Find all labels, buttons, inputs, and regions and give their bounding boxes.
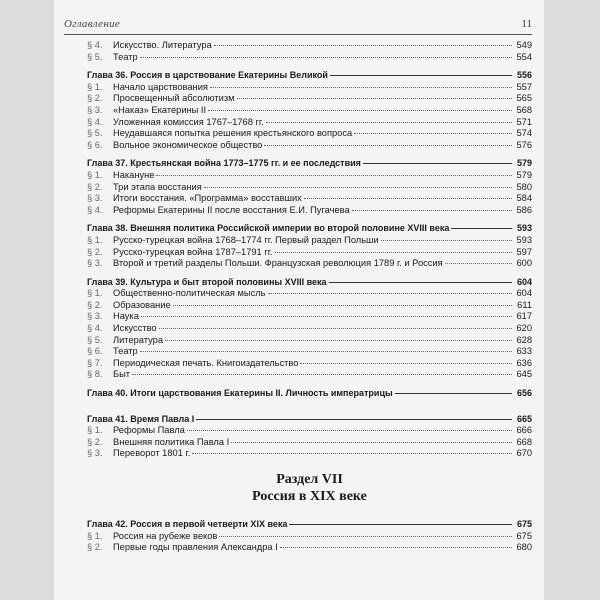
section-number: § 2. [87, 299, 103, 310]
dot-leader [354, 133, 512, 134]
dot-leader [187, 430, 512, 431]
chapter-title: Глава 40. Итоги царствования Екатерины II. Личность императрицы [87, 388, 393, 399]
section-title: Вольное экономическое общество [113, 139, 263, 150]
book-page [54, 0, 544, 600]
toc-section-entry[interactable] [87, 369, 532, 381]
section-number: § 5. [87, 51, 103, 62]
toc-section-entry[interactable] [87, 542, 532, 554]
page-reference: 568 [516, 104, 532, 115]
toc-section-entry[interactable] [87, 82, 532, 94]
page-reference: 593 [516, 223, 532, 234]
dot-leader [165, 340, 512, 341]
section-number: § 5. [87, 334, 103, 345]
section-title: Начало царствования [113, 81, 208, 92]
dot-leader [264, 145, 512, 146]
section-title: Три этапа восстания [113, 181, 202, 192]
dot-leader [204, 187, 512, 188]
toc-section-entry[interactable] [87, 358, 532, 370]
section-number: § 3. [87, 311, 103, 322]
section-number: § 3. [87, 258, 103, 269]
page-number: 11 [521, 18, 532, 30]
page-reference: 645 [516, 369, 532, 380]
dot-leader [329, 282, 512, 283]
part-title: Россия в XIX веке [252, 489, 367, 504]
section-number: § 2. [87, 246, 103, 257]
section-number: § 8. [87, 369, 103, 380]
toc-chapter-entry[interactable] [87, 414, 532, 426]
dot-leader [141, 316, 512, 317]
page-reference: 579 [516, 158, 532, 169]
dot-leader [330, 75, 512, 76]
dot-leader [237, 98, 512, 99]
dot-leader [196, 419, 512, 420]
dot-leader [210, 87, 512, 88]
page-reference: 576 [516, 139, 532, 150]
dot-leader [219, 536, 512, 537]
part-heading [87, 472, 532, 505]
dot-leader [140, 351, 512, 352]
page-reference: 633 [516, 346, 532, 357]
toc-section-entry[interactable] [87, 346, 532, 358]
chapter-title: Глава 41. Время Павла I [87, 413, 195, 424]
toc-section-entry[interactable] [87, 247, 532, 259]
section-number: § 3. [87, 193, 103, 204]
toc-chapter-entry[interactable] [87, 223, 532, 235]
section-number: § 4. [87, 40, 103, 50]
section-title: Просвещенный абсолютизм [113, 93, 235, 104]
section-number: § 4. [87, 116, 103, 127]
dot-leader [300, 363, 512, 364]
toc-section-entry[interactable] [87, 425, 532, 437]
section-number: § 6. [87, 346, 103, 357]
toc-section-entry[interactable] [87, 235, 532, 247]
page-reference: 557 [516, 81, 532, 92]
section-number: § 3. [87, 448, 103, 459]
section-title: Переворот 1801 г. [113, 448, 191, 459]
section-number: § 1. [87, 81, 103, 92]
page-reference: 611 [517, 299, 532, 310]
toc-section-entry[interactable] [87, 300, 532, 312]
section-number: § 1. [87, 234, 103, 245]
chapter-title: Глава 39. Культура и быт второй половины XVIII века [87, 276, 327, 287]
toc-section-entry[interactable] [87, 258, 532, 270]
dot-leader [451, 228, 512, 229]
chapter-title: Глава 42. Россия в первой четверти XIX века [87, 519, 288, 529]
section-number: § 5. [87, 128, 103, 139]
section-number: § 1. [87, 425, 103, 436]
section-title: Быт [113, 369, 131, 380]
toc-section-entry[interactable] [87, 182, 532, 194]
toc-chapter-entry[interactable] [87, 388, 532, 400]
page-reference: 584 [516, 193, 532, 204]
section-title: Общественно-политическая мысль [113, 288, 266, 299]
dot-leader [395, 393, 512, 394]
section-title: Литература [113, 334, 164, 345]
section-title: Наука [113, 311, 139, 322]
section-title: Внешняя политика Павла I [113, 436, 230, 447]
toc-chapter-entry[interactable] [87, 158, 532, 170]
running-header-title: Оглавление [64, 18, 121, 30]
chapter-title: Глава 38. Внешняя политика Российской империи во второй половине XVIII века [87, 223, 450, 234]
section-title: Театр [113, 51, 138, 62]
page-reference: 666 [516, 425, 532, 436]
section-title: Периодическая печать. Книгоиздательство [113, 357, 299, 368]
running-header [64, 18, 532, 35]
section-title: Реформы Павла [113, 425, 185, 436]
section-title: Образование [113, 299, 171, 310]
section-title: Первые годы правления Александра I [113, 542, 278, 553]
page-reference: 675 [516, 519, 532, 529]
dot-leader [266, 122, 512, 123]
section-title: Театр [113, 346, 138, 357]
page-reference: 586 [516, 204, 532, 215]
page-reference: 554 [516, 51, 532, 62]
section-number: § 4. [87, 323, 103, 334]
page-reference: 636 [516, 357, 532, 368]
toc-section-entry[interactable] [87, 288, 532, 300]
page-reference: 665 [516, 413, 532, 424]
section-number: § 4. [87, 204, 103, 215]
page-reference: 680 [516, 542, 532, 553]
page-reference: 565 [516, 93, 532, 104]
section-title: Накануне [113, 169, 155, 180]
page-reference: 628 [516, 334, 532, 345]
toc-chapter-entry[interactable] [87, 277, 532, 289]
section-title: Искусство [113, 323, 157, 334]
section-number: § 6. [87, 139, 103, 150]
dot-leader [363, 163, 512, 164]
section-number: § 2. [87, 436, 103, 447]
page-reference: 556 [516, 70, 532, 81]
toc-section-entry[interactable] [87, 52, 532, 64]
dot-leader [140, 57, 512, 58]
section-title: Реформы Екатерины II после восстания Е.И. Пугачева [113, 204, 350, 215]
dot-leader [159, 328, 512, 329]
toc-section-entry[interactable] [87, 448, 532, 460]
dot-leader [208, 110, 512, 111]
dot-leader [214, 45, 512, 46]
toc-chapter-entry[interactable] [87, 70, 532, 82]
toc-section-entry[interactable] [87, 311, 532, 323]
section-title: Русско-турецкая война 1787–1791 гг. [113, 246, 273, 257]
dot-leader [280, 547, 512, 548]
page-reference: 617 [516, 311, 532, 322]
page-reference: 620 [516, 323, 532, 334]
section-number: § 7. [87, 357, 103, 368]
page-reference: 600 [516, 258, 532, 269]
toc-section-entry[interactable] [87, 531, 532, 543]
dot-leader [268, 293, 513, 294]
section-number: § 2. [87, 93, 103, 104]
toc-section-entry[interactable] [87, 117, 532, 129]
page-reference: 571 [516, 116, 532, 127]
toc-section-entry[interactable] [87, 335, 532, 347]
section-title: Итоги восстания. «Программа» восставших [113, 193, 302, 204]
page-reference: 597 [516, 246, 532, 257]
toc-section-entry[interactable] [87, 140, 532, 152]
table-of-contents [87, 40, 532, 554]
toc-section-entry[interactable] [87, 205, 532, 217]
page-reference: 604 [516, 276, 532, 287]
dot-leader [289, 524, 512, 525]
toc-chapter-entry[interactable] [87, 519, 532, 531]
section-number: § 1. [87, 288, 103, 299]
dot-leader [156, 175, 512, 176]
page-reference: 593 [516, 234, 532, 245]
dot-leader [445, 263, 512, 264]
section-number: § 2. [87, 542, 103, 553]
page-reference: 656 [516, 388, 532, 399]
toc-section-entry[interactable] [87, 193, 532, 205]
chapter-title: Глава 37. Крестьянская война 1773–1775 гг. и ее последствия [87, 158, 361, 169]
toc-section-entry[interactable] [87, 93, 532, 105]
dot-leader [275, 252, 512, 253]
section-title: Искусство. Литература [113, 40, 212, 50]
section-number: § 1. [87, 169, 103, 180]
toc-section-entry[interactable] [87, 40, 532, 52]
section-title: Второй и третий разделы Польши. Французская революция 1789 г. и Россия [113, 258, 443, 269]
section-title: «Наказ» Екатерины II [113, 104, 207, 115]
section-number: § 1. [87, 530, 103, 541]
page-reference: 574 [516, 128, 532, 139]
toc-section-entry[interactable] [87, 323, 532, 335]
part-number: Раздел VII [276, 472, 343, 487]
page-reference: 675 [516, 530, 532, 541]
chapter-title: Глава 36. Россия в царствование Екатерины Великой [87, 70, 328, 81]
page-reference: 580 [516, 181, 532, 192]
dot-leader [381, 240, 512, 241]
section-title: Русско-турецкая война 1768–1774 гг. Первый раздел Польши [113, 234, 379, 245]
section-number: § 2. [87, 181, 103, 192]
dot-leader [173, 305, 512, 306]
section-title: Уложенная комиссия 1767–1768 гг. [113, 116, 264, 127]
toc-section-entry[interactable] [87, 128, 532, 140]
page-reference: 668 [516, 436, 532, 447]
dot-leader [352, 210, 512, 211]
page-reference: 604 [516, 288, 532, 299]
toc-section-entry[interactable] [87, 170, 532, 182]
dot-leader [304, 198, 512, 199]
page-reference: 549 [516, 40, 532, 50]
dot-leader [132, 374, 512, 375]
dot-leader [231, 442, 512, 443]
section-title: Неудавшаяся попытка решения крестьянского вопроса [113, 128, 353, 139]
spacer [87, 400, 532, 407]
section-title: Россия на рубеже веков [113, 530, 218, 541]
toc-section-entry[interactable] [87, 437, 532, 449]
page-reference: 579 [516, 169, 532, 180]
dot-leader [192, 453, 512, 454]
toc-section-entry[interactable] [87, 105, 532, 117]
page-reference: 670 [516, 448, 532, 459]
section-number: § 3. [87, 104, 103, 115]
